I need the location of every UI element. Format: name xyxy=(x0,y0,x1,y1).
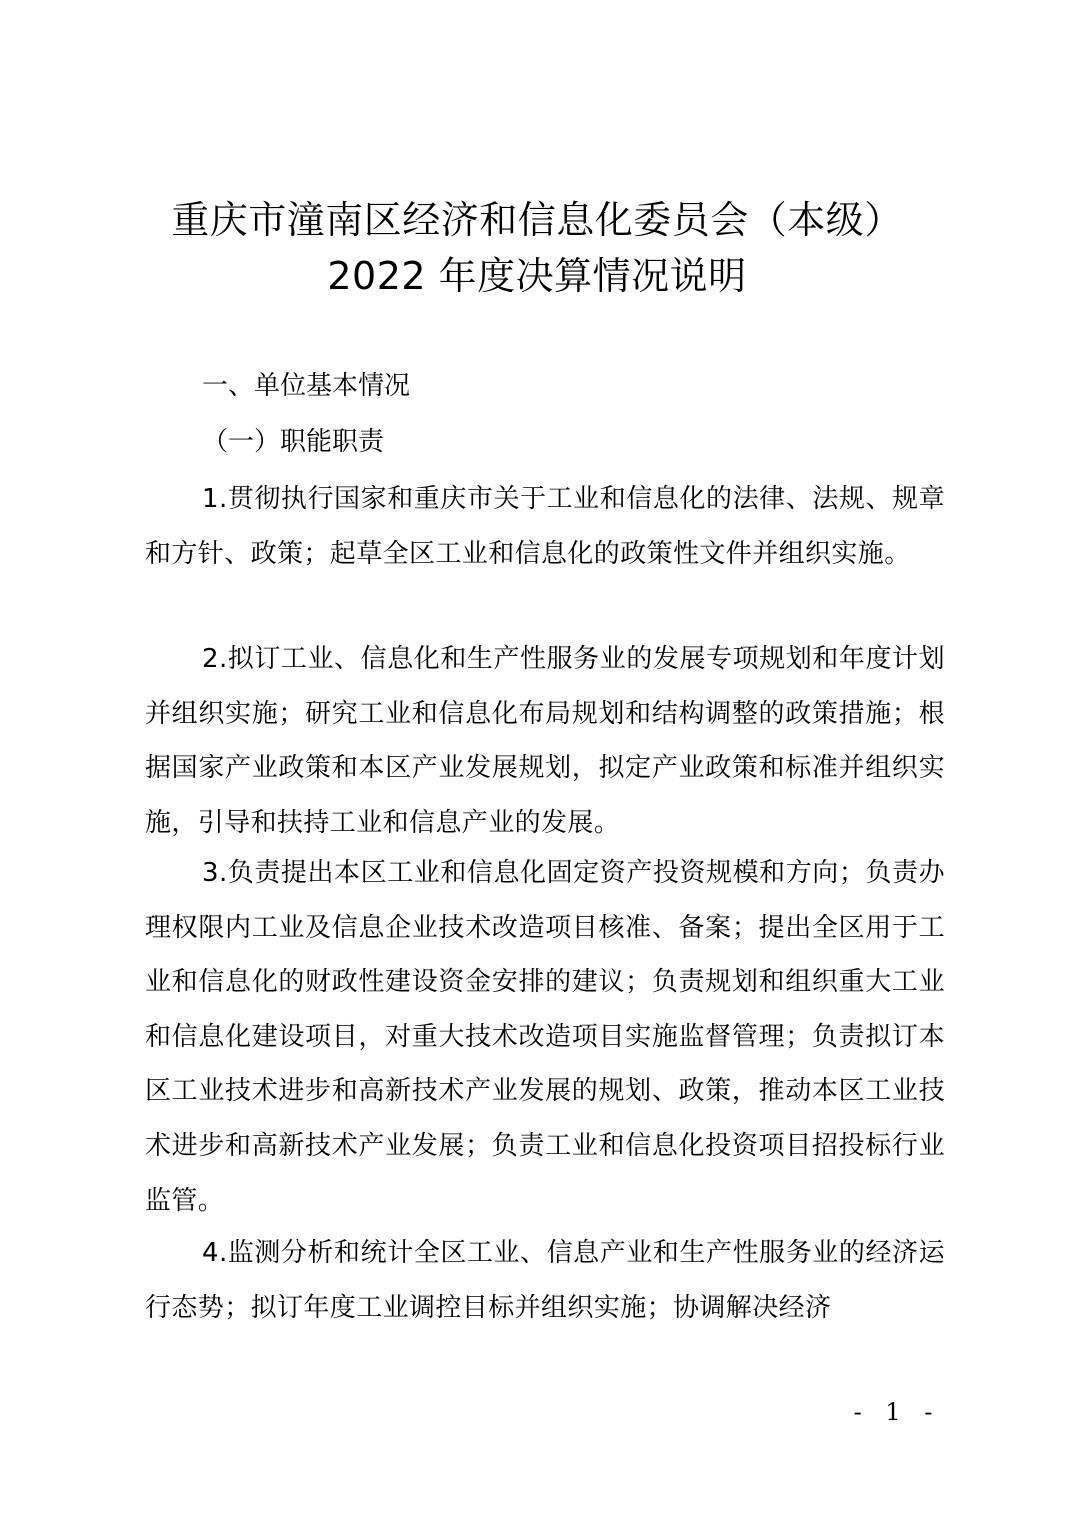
paragraph-duty-1: 1.贯彻执行国家和重庆市关于工业和信息化的法律、法规、规章和方针、政策；起草全区工业和信息化的政策性文件并组织实施。 xyxy=(145,484,945,569)
paragraph-duty-2: 2.拟订工业、信息化和生产性服务业的发展专项规划和年度计划并组织实施；研究工业和信息化布局规划和结构调整的政策措施；根据国家产业政策和本区产业发展规划，拟定产业政策和标准并组织实施，引导和扶持工业和信息产业的发展。 xyxy=(145,644,945,838)
subsection-heading: （一）职能职责 xyxy=(202,427,385,457)
document-title-line-2: 2022 年度决算情况说明 xyxy=(327,254,747,298)
paragraph-duty-3: 3.负责提出本区工业和信息化固定资产投资规模和方向；负责办理权限内工业及信息企业技术改造项目核准、备案；提出全区用于工业和信息化的财政性建设资金安排的建议；负责规划和组织重大工业和信息化建设项目，对重大技术改造项目实施监督管理；负责拟订本区工业技术进步和高新技术产业发展的规划、政策，推动本区工业技术进步和高新技术产业发展；负责工业和信息化投资项目招投标行业监管。 xyxy=(145,858,945,1216)
page-number: - 1 - xyxy=(853,1398,941,1426)
section-heading: 一、单位基本情况 xyxy=(202,371,411,401)
paragraph-duty-4: 4.监测分析和统计全区工业、信息产业和生产性服务业的经济运行态势；拟订年度工业调控目标并组织实施；协调解决经济 xyxy=(145,1238,945,1323)
document-title-line-1: 重庆市潼南区经济和信息化委员会（本级） xyxy=(171,198,903,242)
